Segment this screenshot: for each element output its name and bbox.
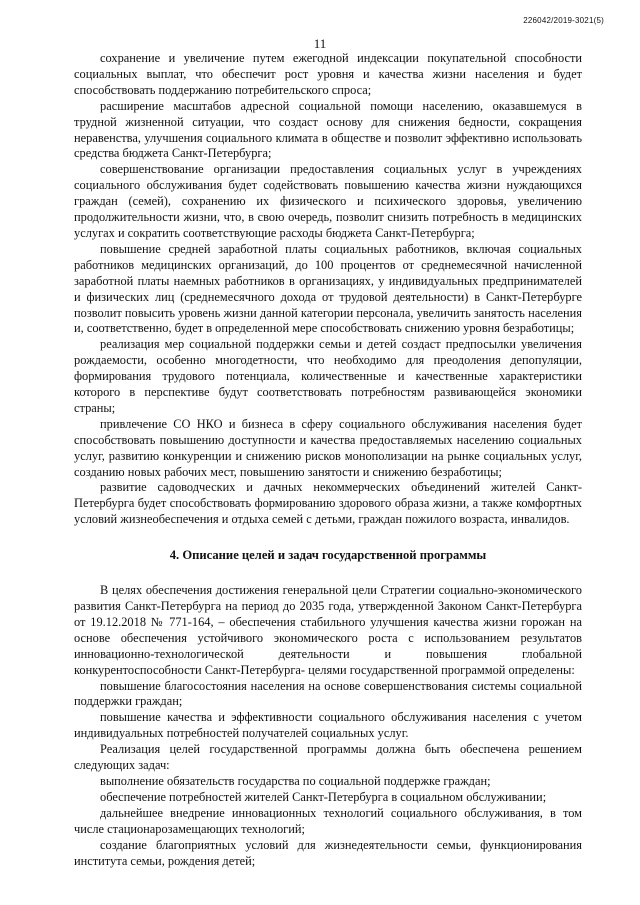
paragraph: привлечение СО НКО и бизнеса в сферу социального обслуживания населения будет способствовать повышению доступности и качества предоставляемых населению социальных услуг, развитию конкуренции и снижению рисков монополизации на рынке социальных услуг, созданию новых рабочих мест, повышению занятости и снижению безработицы; (74, 416, 582, 479)
paragraph: обеспечение потребностей жителей Санкт-Петербурга в социальном обслуживании; (100, 789, 547, 804)
paragraph: создание благоприятных условий для жизнедеятельности семьи, функционирования института семьи, рождения детей; (74, 837, 582, 868)
paragraph: развитие садоводческих и дачных некоммерческих объединений жителей Санкт-Петербурга будет способствовать формированию здорового образа жизни, а также комфортных условий жизнеобеспечения и отдыха семей с детьми, граждан пожилого возраста, инвалидов. (74, 480, 582, 527)
paragraph: сохранение и увеличение путем ежегодной индексации покупательной способности социальных выплат, что обеспечит рост уровня и качества жизни населения и будет способствовать поддержанию потребительского спроса; (74, 51, 582, 97)
paragraph: В целях обеспечения достижения генеральной цели Стратегии социально-экономического развития Санкт-Петербурга на период до 2035 года, утвержденной Законом Санкт-Петербурга от 19.12.2018 № 771-164, – обеспечения стабильного улучшения качества жизни горожан на основе обеспечения устойчивого экономического роста с использованием результатов инновационно-технологической деятельности и повышения глобальной конкурентоспособности Санкт-Петербурга- целями государственной программой определены: (74, 583, 582, 677)
section-heading: 4. Описание целей и задач государственной программы (169, 548, 487, 563)
page-number: 11 (313, 36, 327, 51)
document-id: 226042/2019-3021(5) (523, 16, 604, 25)
paragraph: совершенствование организации предоставления социальных услуг в учреждениях социального обслуживания будет содействовать повышению качества жизни нуждающихся граждан (семей), сохранению их физического и психического здоровья, увеличению продолжительности жизни, что, в свою очередь, позволит снизить потребность в медицинских услугах и сократить соответствующие расходы бюджета Санкт-Петербурга; (74, 162, 582, 240)
paragraph: повышение качества и эффективности социального обслуживания населения с учетом индивидуальных потребностей получателей социальных услуг. (74, 710, 582, 741)
paragraph: Реализация целей государственной программы должна быть обеспечена решением следующих задач: (74, 742, 582, 773)
paragraph: расширение масштабов адресной социальной помощи населению, оказавшемуся в трудной жизненной ситуации, что создаст основу для снижения бедности, сокращения неравенства, улучшения социального климата в обществе и позволит эффективно использовать средства бюджета Санкт-Петербурга; (74, 98, 582, 161)
paragraph: выполнение обязательств государства по социальной поддержке граждан; (100, 773, 491, 788)
paragraph: повышение благосостояния населения на основе совершенствования системы социальной поддержки граждан; (74, 678, 582, 709)
paragraph: реализация мер социальной поддержки семьи и детей создаст предпосылки увеличения рождаемости, особенно многодетности, что необходимо для преодоления депопуляции, формирования трудового потенциала, количественные и качественные характеристики которого в перспективе будут соответствовать потребностям развивающейся экономики страны; (74, 337, 582, 415)
paragraph: дальнейшее внедрение инновационных технологий социального обслуживания, в том числе стационарозамещающих технологий; (74, 805, 582, 836)
page-body (74, 51, 582, 869)
paragraph: повышение средней заработной платы социальных работников, включая социальных работников медицинских организаций, до 100 процентов от среднемесячной начисленной заработной платы наемных работников в организациях, у индивидуальных предпринимателей и физических лиц (среднемесячного дохода от трудовой деятельности) в Санкт-Петербурге позволит повысить уровень жизни данной категории персонала, увеличить занятость населения и, соответственно, будет в определенной мере способствовать снижению уровня безработицы; (74, 241, 582, 336)
